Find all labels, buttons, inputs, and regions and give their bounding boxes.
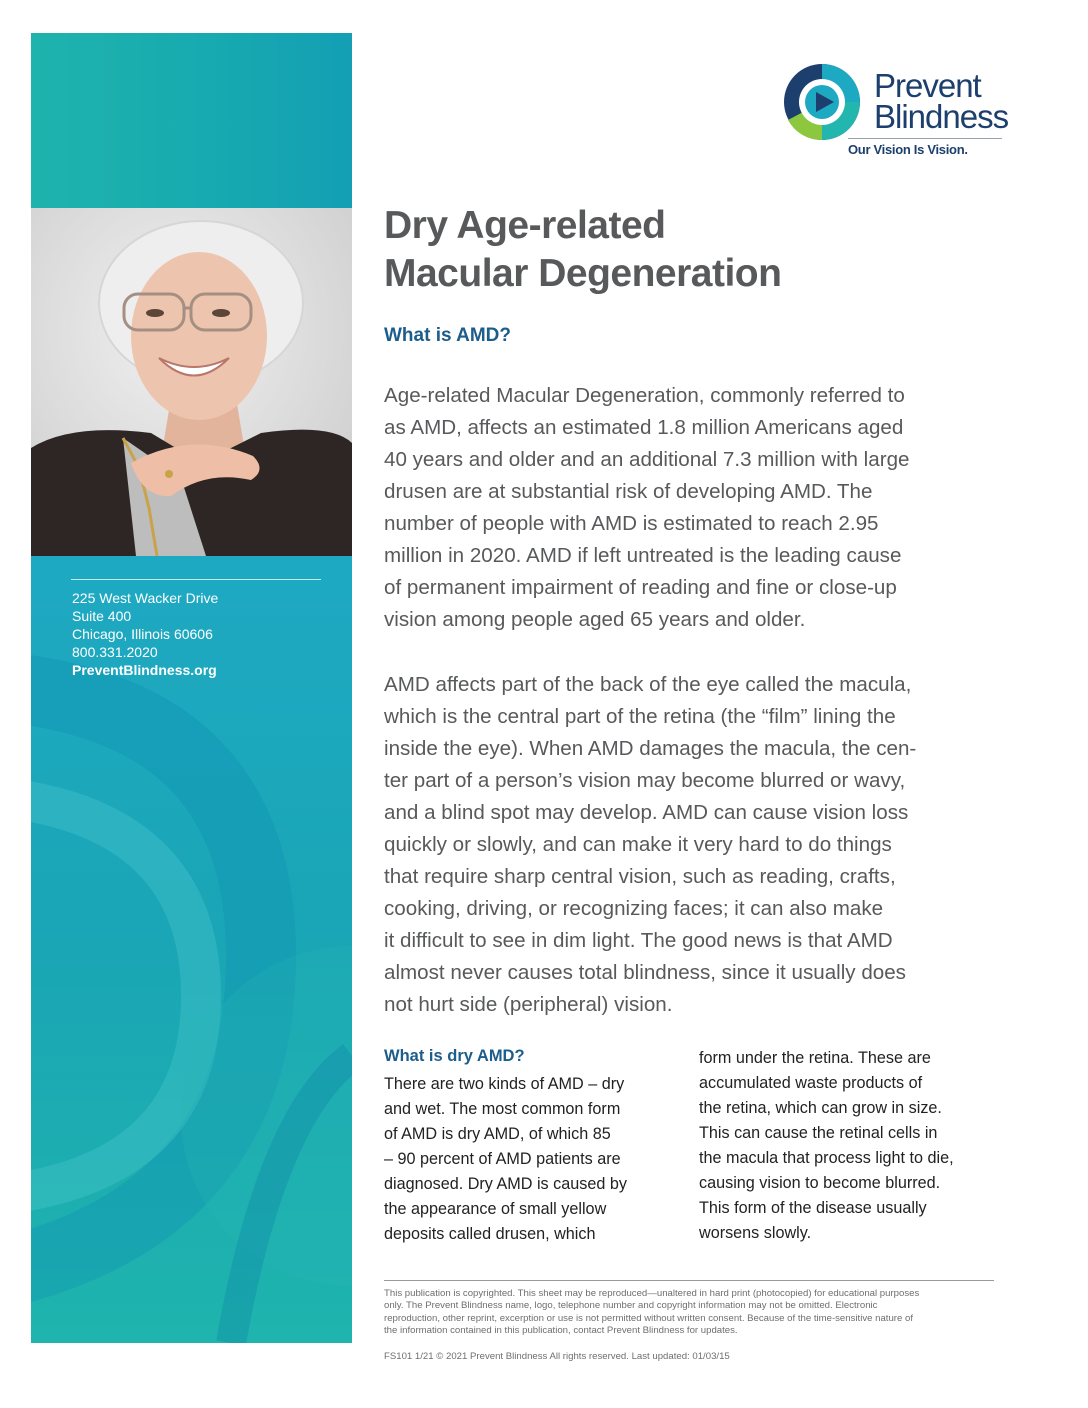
text-line: ter part of a person’s vision may become blurred or wavy, (384, 769, 906, 792)
page-title-line-2: Macular Degeneration (384, 252, 782, 295)
page-title (384, 202, 1024, 298)
text-line: inside the eye). When AMD damages the macula, the cen- (384, 737, 917, 760)
logo-divider (848, 138, 1002, 139)
text-line: AMD affects part of the back of the eye called the macula, (384, 673, 912, 696)
footer-divider (384, 1280, 994, 1281)
text-line: and wet. The most common form (384, 1100, 621, 1118)
address-phone: 800.331.2020 (72, 644, 158, 660)
text-line: of AMD is dry AMD, of which 85 (384, 1125, 611, 1143)
text-line: This form of the disease usually (699, 1199, 927, 1217)
text-line: only. The Prevent Blindness name, logo, telephone number and copyright information may not be omitted. Electronic (384, 1300, 878, 1312)
text-line: the retina, which can grow in size. (699, 1099, 942, 1117)
paragraph-amd-overview (384, 380, 994, 636)
prevent-blindness-logo (782, 62, 1022, 162)
text-line: – 90 percent of AMD patients are (384, 1150, 621, 1168)
logo-eye-icon (782, 62, 862, 142)
sidebar-teal-band (31, 33, 352, 208)
text-line: the macula that process light to die, (699, 1149, 954, 1167)
text-line: There are two kinds of AMD – dry (384, 1075, 625, 1093)
logo-word-prevent: Prevent (874, 67, 981, 104)
text-line: accumulated waste products of (699, 1074, 923, 1092)
text-line: almost never causes total blindness, since it usually does (384, 961, 906, 984)
text-line: not hurt side (peripheral) vision. (384, 993, 673, 1016)
text-line: form under the retina. These are (699, 1049, 931, 1067)
text-line: the appearance of small yellow (384, 1200, 607, 1218)
logo-tagline: Our Vision Is Vision. (848, 142, 968, 157)
text-line: number of people with AMD is estimated to reach 2.95 (384, 512, 879, 535)
text-line: Age-related Macular Degeneration, commonly referred to (384, 384, 905, 407)
text-line: quickly or slowly, and can make it very hard to do things (384, 833, 892, 856)
text-line: vision among people aged 65 years and older. (384, 608, 806, 631)
text-line: diagnosed. Dry AMD is caused by (384, 1175, 627, 1193)
text-line: reproduction, other reprint, excerption or use is not permitted without written consent. Because of the time-sensitive nature of (384, 1312, 913, 1324)
website-link[interactable]: PreventBlindness.org (72, 662, 217, 678)
sidebar-blue-panel (31, 556, 352, 1343)
portrait-photo (31, 208, 352, 556)
text-line: it difficult to see in dim light. The good news is that AMD (384, 929, 893, 952)
address-divider (71, 579, 321, 580)
logo-wordmark (874, 67, 1009, 135)
text-line: worsens slowly. (699, 1224, 812, 1242)
address-suite: Suite 400 (72, 608, 132, 624)
text-line: deposits called drusen, which (384, 1225, 596, 1243)
text-line: cooking, driving, or recognizing faces; it can also make (384, 897, 884, 920)
text-line: causing vision to become blurred. (699, 1174, 941, 1192)
address-city: Chicago, Illinois 60606 (72, 626, 213, 642)
text-line: 40 years and older and an additional 7.3 million with large (384, 448, 910, 471)
dry-amd-column-2 (699, 1046, 999, 1246)
text-line: that require sharp central vision, such as reading, crafts, (384, 865, 896, 888)
text-line: and a blind spot may develop. AMD can cause vision loss (384, 801, 909, 824)
text-line: the information contained in this publication, contact Prevent Blindness for updates. (384, 1325, 738, 1337)
text-line: which is the central part of the retina (the “film” lining the (384, 705, 896, 728)
text-line: drusen are at substantial risk of developing AMD. The (384, 480, 873, 503)
text-line: This publication is copyrighted. This sheet may be reproduced—unaltered in hard print (photocopied) for educational purposes (384, 1288, 920, 1299)
paragraph-amd-macula (384, 669, 994, 1021)
text-line: million in 2020. AMD if left untreated is the leading cause (384, 544, 902, 567)
text-line: This can cause the retinal cells in (699, 1124, 938, 1142)
publication-id: FS101 1/21 © 2021 Prevent Blindness All rights reserved. Last updated: 01/03/15 (384, 1351, 730, 1362)
page-title-line-1: Dry Age-related (384, 204, 666, 247)
address-street: 225 West Wacker Drive (72, 590, 219, 606)
text-line: of permanent impairment of reading and fine or close-up (384, 576, 897, 599)
dry-amd-column-1 (384, 1072, 684, 1247)
logo-word-blindness: Blindness (874, 98, 1009, 135)
copyright-disclaimer (384, 1288, 996, 1338)
contact-address (72, 589, 332, 679)
heading-what-is-dry-amd: What is dry AMD? (384, 1047, 525, 1065)
heading-what-is-amd: What is AMD? (384, 325, 512, 346)
text-line: as AMD, affects an estimated 1.8 million Americans aged (384, 416, 904, 439)
